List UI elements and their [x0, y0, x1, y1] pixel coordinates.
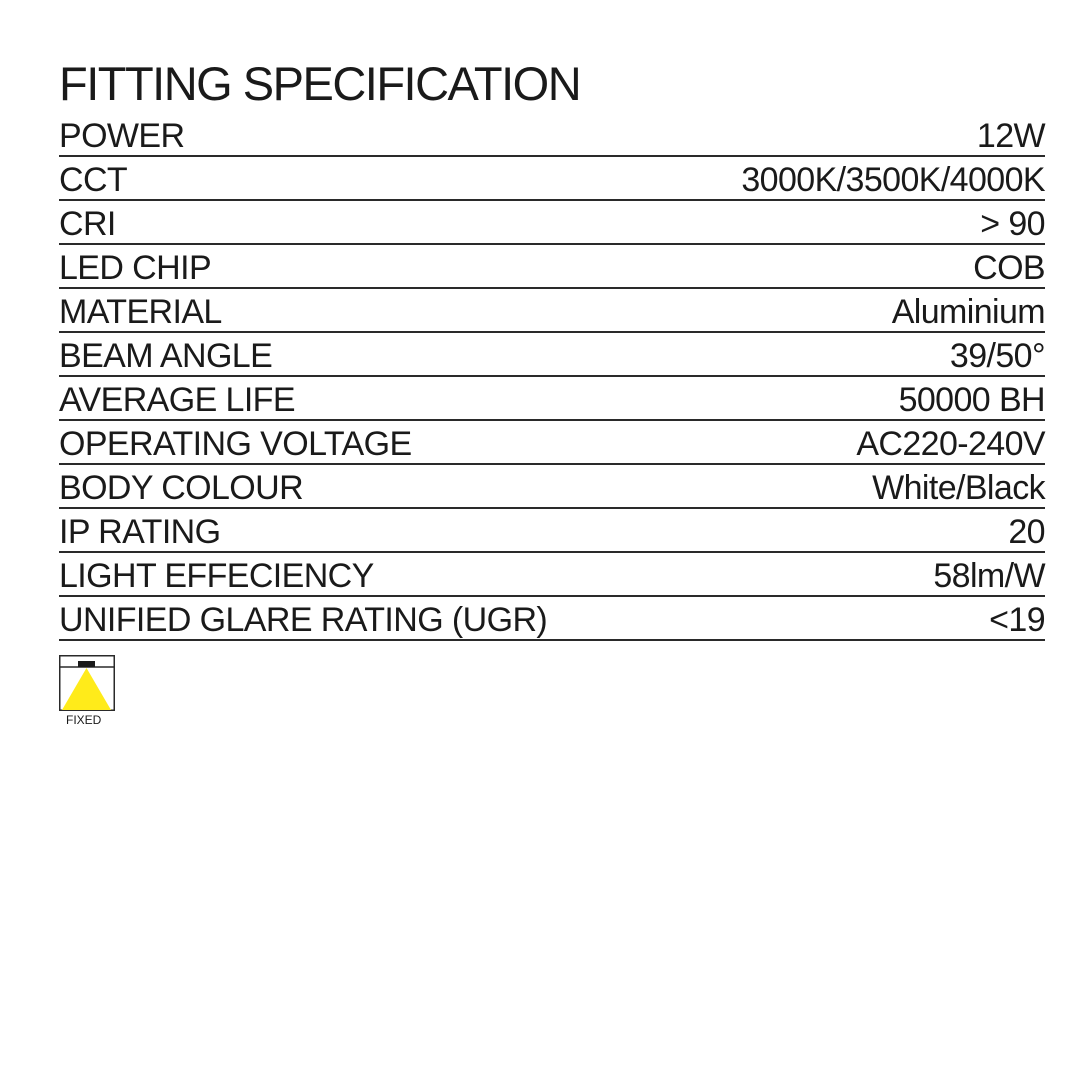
spec-label: POWER	[59, 117, 185, 155]
spec-label: CRI	[59, 205, 116, 243]
spec-value: 12W	[976, 117, 1045, 155]
spec-value: Aluminium	[891, 293, 1045, 331]
spec-label: MATERIAL	[59, 293, 222, 331]
spec-row-cct	[59, 157, 1045, 201]
spec-label: BEAM ANGLE	[59, 337, 273, 375]
spec-value: <19	[989, 601, 1045, 639]
spec-row-average-life	[59, 377, 1045, 421]
spec-label: LED CHIP	[59, 249, 212, 287]
spec-label: CCT	[59, 161, 128, 199]
spec-value: 3000K/3500K/4000K	[741, 161, 1045, 199]
spec-label: BODY COLOUR	[59, 469, 304, 507]
spec-row-cri	[59, 201, 1045, 245]
spec-row-beam-angle	[59, 333, 1045, 377]
spec-row-operating-voltage	[59, 421, 1045, 465]
spec-value: 39/50°	[949, 337, 1045, 375]
spec-row-ugr	[59, 597, 1045, 641]
page-title: FITTING SPECIFICATION	[59, 57, 581, 110]
mount-type-caption: FIXED	[66, 713, 102, 727]
spec-row-light-efficiency	[59, 553, 1045, 597]
spec-value: 58lm/W	[933, 557, 1045, 595]
spec-value: 20	[1008, 513, 1045, 551]
spec-row-power	[59, 113, 1045, 157]
spec-label: LIGHT EFFECIENCY	[59, 557, 374, 595]
spec-value: 50000 BH	[898, 381, 1045, 419]
spec-value: > 90	[980, 205, 1045, 243]
spec-value: COB	[973, 249, 1045, 287]
spec-label: IP RATING	[59, 513, 221, 551]
spec-table	[59, 113, 1045, 641]
spec-label: OPERATING VOLTAGE	[59, 425, 412, 463]
spec-label: UNIFIED GLARE RATING (UGR)	[59, 601, 548, 639]
spec-row-ip-rating	[59, 509, 1045, 553]
spec-value: White/Black	[872, 469, 1045, 507]
spec-row-material	[59, 289, 1045, 333]
spec-row-body-colour	[59, 465, 1045, 509]
spec-row-led-chip	[59, 245, 1045, 289]
fixed-downlight-icon	[59, 655, 115, 711]
spec-label: AVERAGE LIFE	[59, 381, 295, 419]
spec-value: AC220-240V	[856, 425, 1045, 463]
